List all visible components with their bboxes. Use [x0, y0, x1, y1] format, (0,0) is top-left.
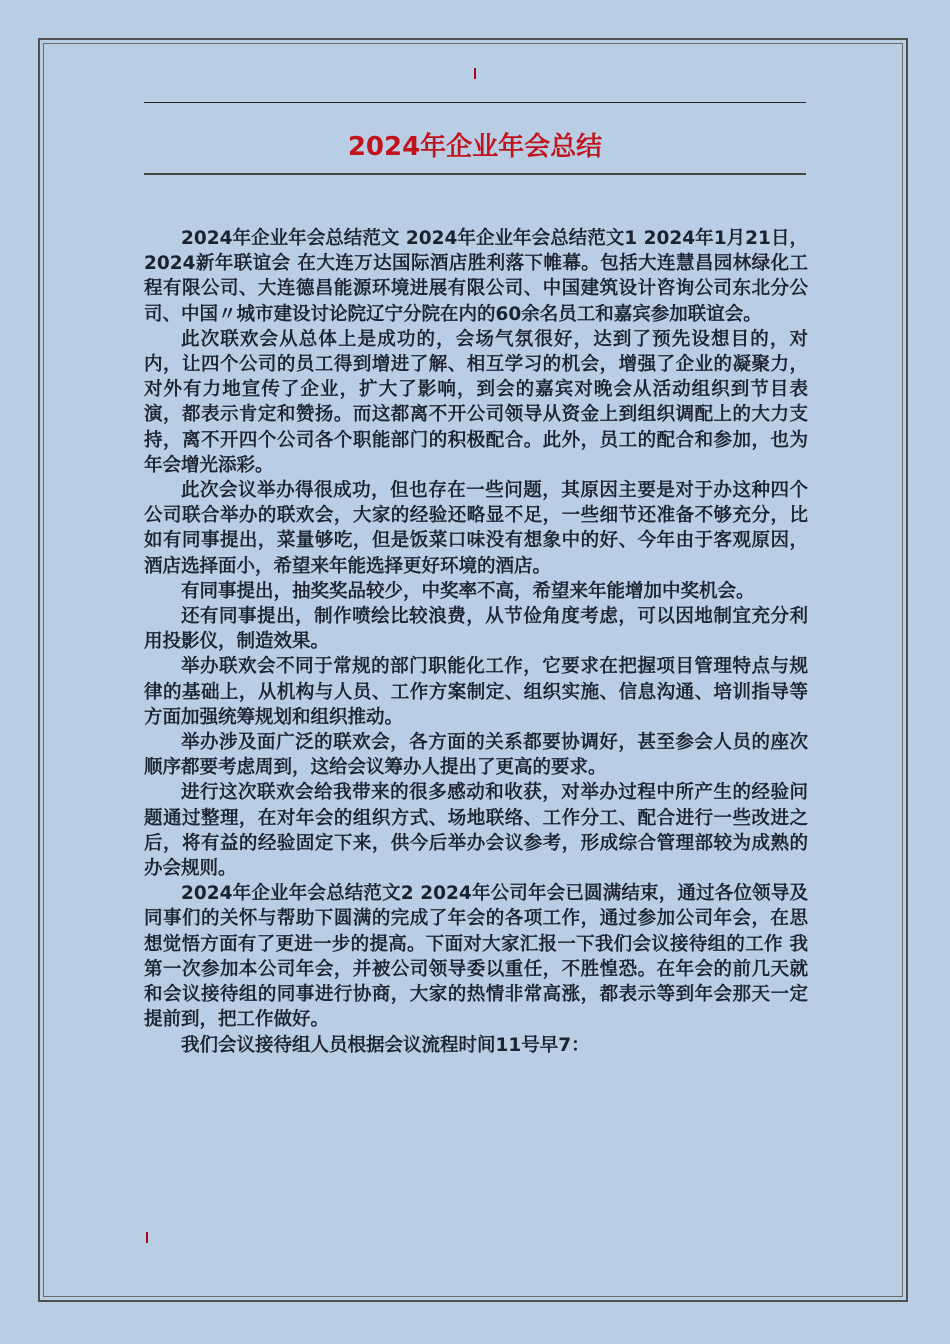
footer-marker — [146, 1232, 148, 1243]
paragraph: 举办联欢会不同于常规的部门职能化工作，它要求在把握项目管理特点与规律的基础上，从机构与人员、工作方案制定、组织实施、信息沟通、培训指导等方面加强统筹规划和组织推动。 — [144, 656, 808, 728]
header-rule — [144, 102, 806, 103]
paragraph: 2024年企业年会总结范文 2024年企业年会总结范文1 2024年1月21日， 2024新年联谊会 在大连万达国际酒店胜利落下帷幕。包括大连慧昌园林绿化工程有限公司、大连德昌能源环境进展有限公司、中国建筑设计咨询公司东北分公司、中国〃城市建设讨论院辽宁分院在内的60余名员工和嘉宾参加联谊会。 — [144, 228, 808, 325]
paragraph: 有同事提出，抽奖奖品较少，中奖率不高，希望来年能增加中奖机会。 — [181, 580, 755, 602]
paragraph: 举办涉及面广泛的联欢会，各方面的关系都要协调好，甚至参会人员的座次顺序都要考虑周到，这给会议筹办人提出了更高的要求。 — [144, 732, 808, 779]
paragraph: 此次联欢会从总体上是成功的，会场气氛很好，达到了预先设想目的，对内，让四个公司的员工得到增进了解、相互学习的机会，增强了企业的凝聚力，对外有力地宣传了企业，扩大了影响，到会的嘉宾对晚会从活动组织到节目表演，都表示肯定和赞扬。而这都离不开公司领导从资金上到组织调配上的大力支持，离不开四个公司各个职能部门的积极配合。此外，员工的配合和参加，也为年会增光添彩。 — [144, 328, 808, 476]
paragraph: 此次会议举办得很成功，但也存在一些问题，其原因主要是对于办这种四个公司联合举办的联欢会，大家的经验还略显不足，一些细节还准备不够充分，比如有同事提出，菜量够吃，但是饭菜口味没有想象中的好、今年由于客观原因，酒店选择面小，希望来年能选择更好环境的酒店。 — [144, 480, 808, 577]
title-rule — [144, 173, 806, 175]
document-body — [144, 226, 808, 1058]
document-title: 2024年企业年会总结 — [347, 132, 603, 162]
header-marker — [474, 68, 476, 79]
paragraph: 我们会议接待组人员根据会议流程时间11号早7： — [181, 1034, 590, 1056]
paragraph: 2024年企业年会总结范文2 2024年公司年会已圆满结束，通过各位领导及同事们的关怀与帮助下圆满的完成了年会的各项工作，通过参加公司年会，在思想觉悟方面有了更进一步的提高。下面对大家汇报一下我们会议接待组的工作 我第一次参加本公司年会，并被公司领导委以重任，不胜惶恐。在年会的前几天就和会议接待组的同事进行协商，大家的热情非常高涨，都表示等到年会那天一定提前到，把工作做好。 — [144, 883, 808, 1031]
paragraph: 进行这次联欢会给我带来的很多感动和收获，对举办过程中所产生的经验问题通过整理，在对年会的组织方式、场地联络、工作分工、配合进行一些改进之后，将有益的经验固定下来，供今后举办会议参考，形成综合管理部较为成熟的办会规则。 — [144, 782, 808, 880]
paragraph: 还有同事提出，制作喷绘比较浪费，从节俭角度考虑，可以因地制宜充分利用投影仪，制造效果。 — [144, 606, 808, 653]
